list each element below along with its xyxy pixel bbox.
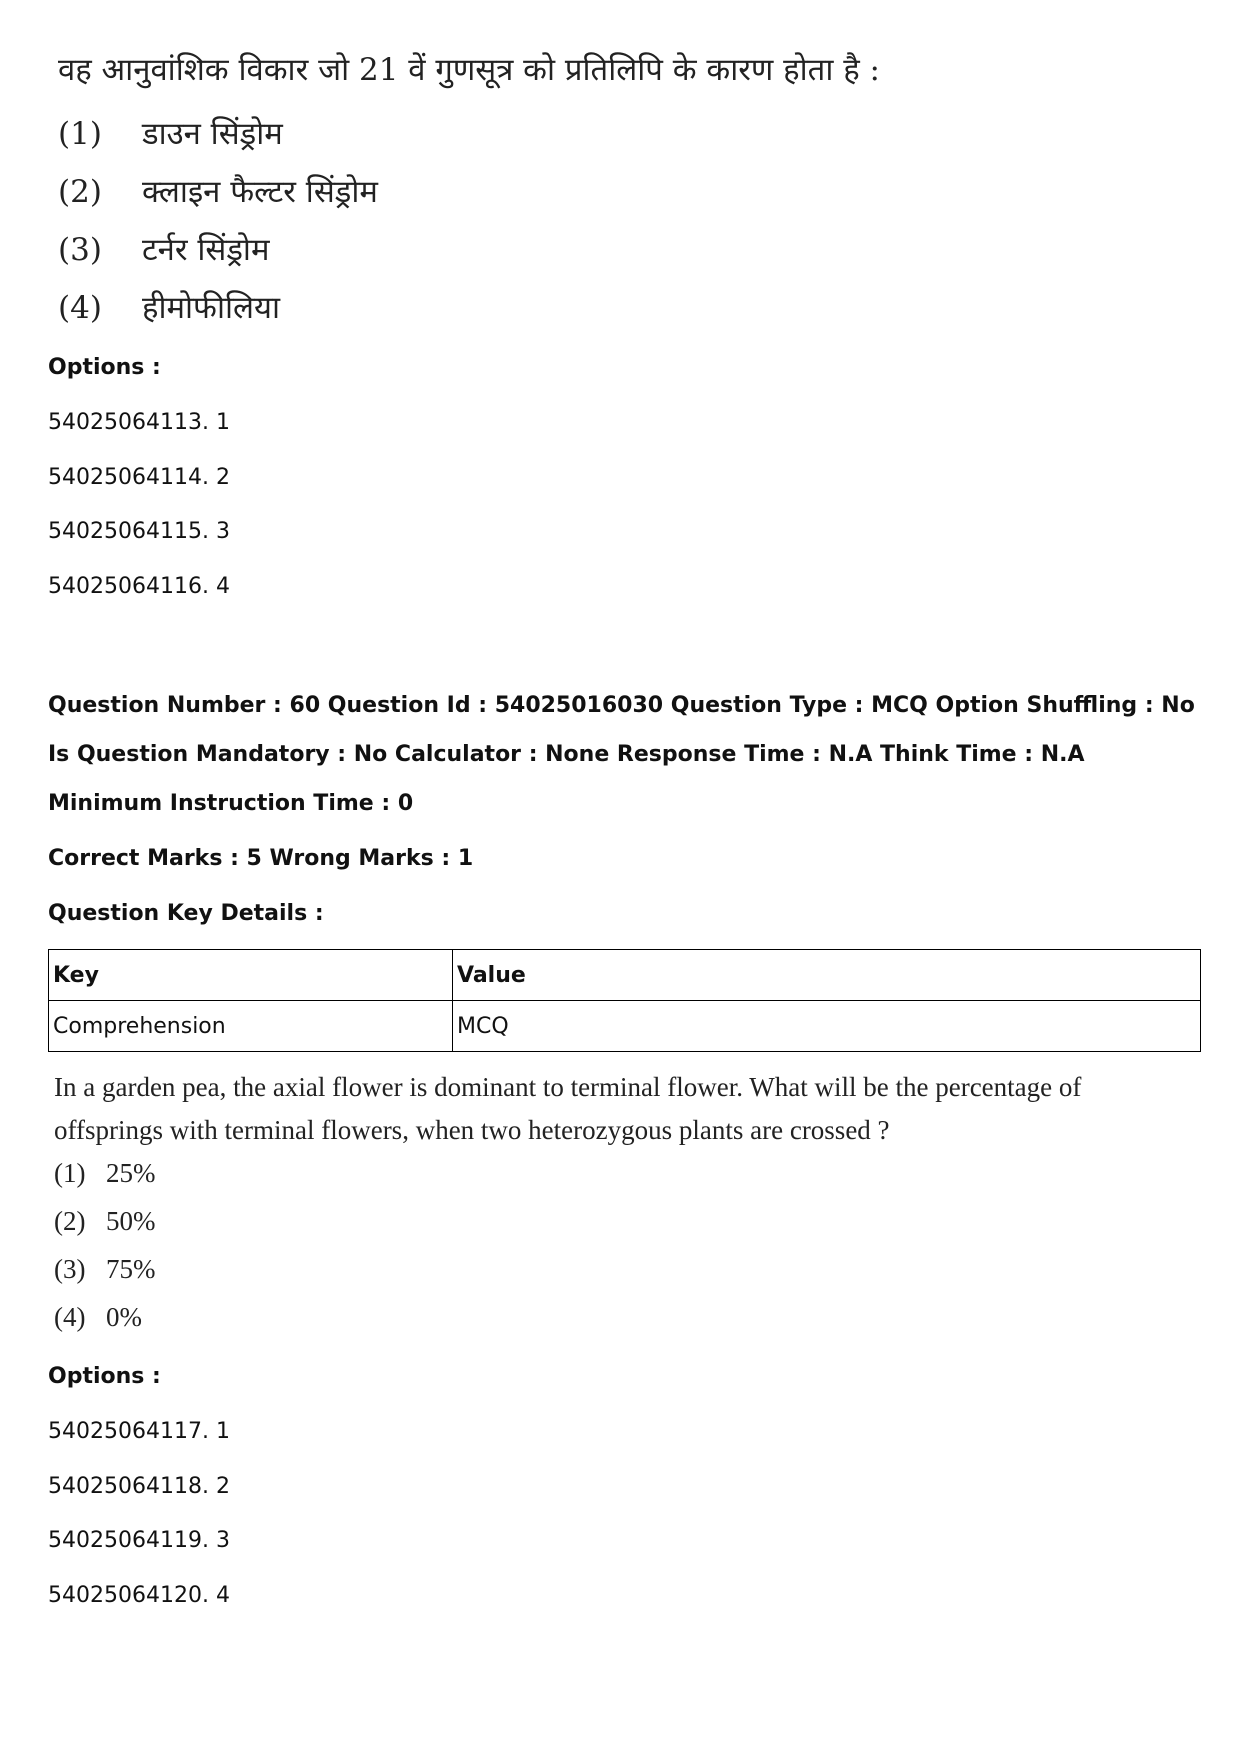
table-header-value: Value <box>453 950 1201 1001</box>
q2-option: 54025064120. 4 <box>48 1583 230 1608</box>
q2-choice-number: (2) <box>54 1206 86 1236</box>
q2-marks: Correct Marks : 5 Wrong Marks : 1 <box>48 846 474 871</box>
q1-choice-text: क्लाइन फैल्टर सिंड्रोम <box>142 174 378 210</box>
q2-key-details-label: Question Key Details : <box>48 901 324 926</box>
q2-choice-number: (3) <box>54 1254 86 1284</box>
q1-choice-number: (3) <box>58 232 102 268</box>
q1-choice-text: टर्नर सिंड्रोम <box>142 232 270 268</box>
q1-choice-text: डाउन सिंड्रोम <box>142 116 283 152</box>
q1-option: 54025064114. 2 <box>48 465 230 490</box>
table-cell-value: MCQ <box>453 1001 1201 1052</box>
q1-choice-number: (4) <box>58 290 102 326</box>
table-cell-key: Comprehension <box>49 1001 453 1052</box>
question-key-table <box>48 949 1201 1052</box>
q1-option: 54025064115. 3 <box>48 519 230 544</box>
q2-options-label: Options : <box>48 1364 161 1389</box>
q2-choice-number: (1) <box>54 1158 86 1188</box>
table-header-row <box>49 950 1201 1001</box>
q2-choice <box>54 1158 156 1189</box>
q2-option: 54025064118. 2 <box>48 1474 230 1499</box>
q2-choice-text: 25% <box>106 1158 156 1188</box>
q1-option: 54025064116. 4 <box>48 574 230 599</box>
q1-question-text: वह आनुवांशिक विकार जो 21 वें गुणसूत्र को प्रतिलिपि के कारण होता है : <box>58 52 880 88</box>
q2-choice-number: (4) <box>54 1302 86 1332</box>
q2-option: 54025064119. 3 <box>48 1528 230 1553</box>
q1-choice <box>58 112 283 154</box>
q1-choice <box>58 170 378 212</box>
q1-choice-number: (2) <box>58 174 102 210</box>
table-row <box>49 1001 1201 1052</box>
q2-choice-text: 0% <box>106 1302 142 1332</box>
q2-choice <box>54 1302 142 1333</box>
q2-meta-line: Minimum Instruction Time : 0 <box>48 791 414 816</box>
q1-choice <box>58 286 280 328</box>
q2-choice <box>54 1206 156 1237</box>
q2-meta-line: Is Question Mandatory : No Calculator : None Response Time : N.A Think Time : N.A <box>48 742 1085 767</box>
q2-choice-text: 75% <box>106 1254 156 1284</box>
q1-choice <box>58 228 270 270</box>
q1-options-label: Options : <box>48 355 161 380</box>
q2-choice-text: 50% <box>106 1206 156 1236</box>
q2-option: 54025064117. 1 <box>48 1419 230 1444</box>
q2-question-text-line: offsprings with terminal flowers, when two heterozygous plants are crossed ? <box>54 1115 890 1145</box>
q1-option: 54025064113. 1 <box>48 410 230 435</box>
q2-question-text-line: In a garden pea, the axial flower is dominant to terminal flower. What will be the percentage of <box>54 1072 1082 1102</box>
q1-choice-number: (1) <box>58 116 102 152</box>
q2-meta-line: Question Number : 60 Question Id : 54025016030 Question Type : MCQ Option Shuffling : No <box>48 693 1195 718</box>
table-header-key: Key <box>49 950 453 1001</box>
q2-choice <box>54 1254 156 1285</box>
q1-choice-text: हीमोफीलिया <box>142 290 281 326</box>
